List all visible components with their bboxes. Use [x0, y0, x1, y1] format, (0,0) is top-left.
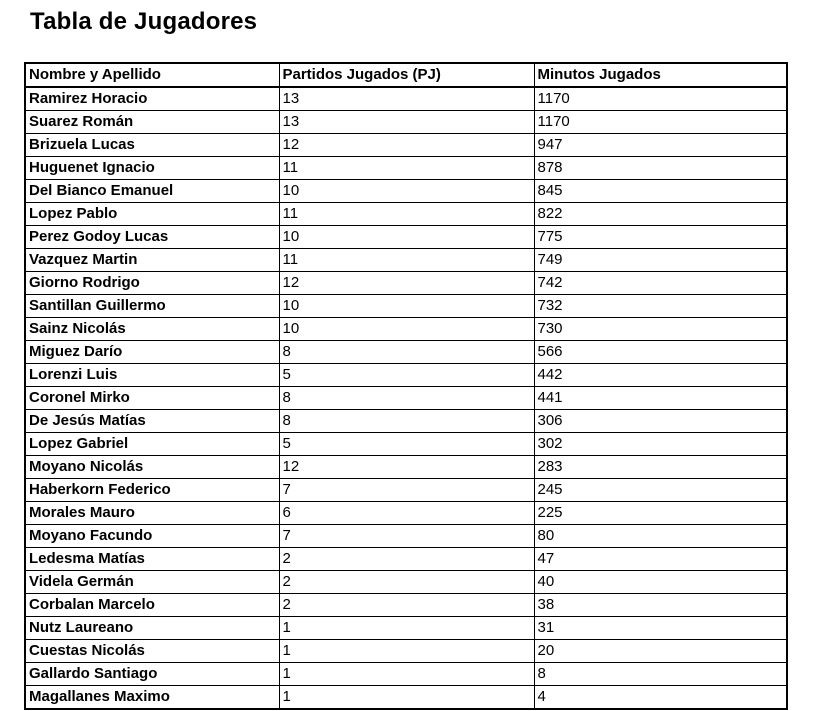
minutes-cell: 732	[534, 295, 787, 318]
player-name-cell: Giorno Rodrigo	[25, 272, 279, 295]
pj-cell: 10	[279, 295, 534, 318]
table-row	[25, 272, 787, 295]
pj-cell: 11	[279, 249, 534, 272]
table-row	[25, 548, 787, 571]
player-name-cell: Miguez Darío	[25, 341, 279, 364]
minutes-cell: 775	[534, 226, 787, 249]
minutes-cell: 845	[534, 180, 787, 203]
player-name-cell: Magallanes Maximo	[25, 686, 279, 710]
minutes-cell: 566	[534, 341, 787, 364]
minutes-cell: 31	[534, 617, 787, 640]
col-header-minutos-jugados: Minutos Jugados	[534, 63, 787, 87]
pj-cell: 2	[279, 548, 534, 571]
table-row	[25, 617, 787, 640]
table-row	[25, 341, 787, 364]
player-name-cell: Haberkorn Federico	[25, 479, 279, 502]
pj-cell: 2	[279, 571, 534, 594]
minutes-cell: 225	[534, 502, 787, 525]
pj-cell: 1	[279, 617, 534, 640]
table-row	[25, 686, 787, 710]
pj-cell: 7	[279, 479, 534, 502]
pj-cell: 10	[279, 180, 534, 203]
player-name-cell: Coronel Mirko	[25, 387, 279, 410]
pj-cell: 5	[279, 433, 534, 456]
table-row	[25, 410, 787, 433]
player-name-cell: Vazquez Martin	[25, 249, 279, 272]
pj-cell: 2	[279, 594, 534, 617]
player-name-cell: Videla Germán	[25, 571, 279, 594]
pj-cell: 12	[279, 456, 534, 479]
player-name-cell: Lorenzi Luis	[25, 364, 279, 387]
minutes-cell: 80	[534, 525, 787, 548]
pj-cell: 8	[279, 387, 534, 410]
table-row	[25, 571, 787, 594]
table-row	[25, 433, 787, 456]
pj-cell: 12	[279, 134, 534, 157]
table-row	[25, 295, 787, 318]
table-row	[25, 479, 787, 502]
table-header-row	[25, 63, 787, 87]
minutes-cell: 1170	[534, 87, 787, 111]
table-row	[25, 249, 787, 272]
minutes-cell: 4	[534, 686, 787, 710]
minutes-cell: 730	[534, 318, 787, 341]
table-row	[25, 387, 787, 410]
pj-cell: 10	[279, 318, 534, 341]
minutes-cell: 742	[534, 272, 787, 295]
table-row	[25, 87, 787, 111]
minutes-cell: 822	[534, 203, 787, 226]
pj-cell: 1	[279, 640, 534, 663]
minutes-cell: 947	[534, 134, 787, 157]
minutes-cell: 878	[534, 157, 787, 180]
minutes-cell: 441	[534, 387, 787, 410]
pj-cell: 1	[279, 663, 534, 686]
table-row	[25, 203, 787, 226]
pj-cell: 6	[279, 502, 534, 525]
player-name-cell: Del Bianco Emanuel	[25, 180, 279, 203]
player-name-cell: Brizuela Lucas	[25, 134, 279, 157]
minutes-cell: 283	[534, 456, 787, 479]
table-row	[25, 180, 787, 203]
minutes-cell: 38	[534, 594, 787, 617]
player-name-cell: Lopez Pablo	[25, 203, 279, 226]
table-row	[25, 134, 787, 157]
player-name-cell: Gallardo Santiago	[25, 663, 279, 686]
player-name-cell: Corbalan Marcelo	[25, 594, 279, 617]
col-header-nombre: Nombre y Apellido	[25, 63, 279, 87]
table-row	[25, 502, 787, 525]
minutes-cell: 442	[534, 364, 787, 387]
player-name-cell: De Jesús Matías	[25, 410, 279, 433]
table-row	[25, 318, 787, 341]
pj-cell: 13	[279, 111, 534, 134]
player-name-cell: Ledesma Matías	[25, 548, 279, 571]
table-row	[25, 663, 787, 686]
player-name-cell: Nutz Laureano	[25, 617, 279, 640]
pj-cell: 10	[279, 226, 534, 249]
pj-cell: 11	[279, 157, 534, 180]
minutes-cell: 302	[534, 433, 787, 456]
pj-cell: 5	[279, 364, 534, 387]
table-row	[25, 364, 787, 387]
pj-cell: 12	[279, 272, 534, 295]
minutes-cell: 8	[534, 663, 787, 686]
col-header-partidos-jugados: Partidos Jugados (PJ)	[279, 63, 534, 87]
player-name-cell: Huguenet Ignacio	[25, 157, 279, 180]
player-name-cell: Ramirez Horacio	[25, 87, 279, 111]
minutes-cell: 40	[534, 571, 787, 594]
minutes-cell: 1170	[534, 111, 787, 134]
page-title: Tabla de Jugadores	[30, 8, 258, 35]
player-name-cell: Sainz Nicolás	[25, 318, 279, 341]
pj-cell: 8	[279, 410, 534, 433]
minutes-cell: 20	[534, 640, 787, 663]
pj-cell: 7	[279, 525, 534, 548]
player-name-cell: Santillan Guillermo	[25, 295, 279, 318]
player-name-cell: Cuestas Nicolás	[25, 640, 279, 663]
table-body	[25, 87, 787, 709]
minutes-cell: 306	[534, 410, 787, 433]
player-name-cell: Moyano Facundo	[25, 525, 279, 548]
table-row	[25, 157, 787, 180]
table-row	[25, 640, 787, 663]
player-name-cell: Moyano Nicolás	[25, 456, 279, 479]
pj-cell: 8	[279, 341, 534, 364]
minutes-cell: 749	[534, 249, 787, 272]
minutes-cell: 245	[534, 479, 787, 502]
table-row	[25, 456, 787, 479]
table-row	[25, 226, 787, 249]
table-row	[25, 111, 787, 134]
player-name-cell: Lopez Gabriel	[25, 433, 279, 456]
pj-cell: 1	[279, 686, 534, 710]
table-row	[25, 525, 787, 548]
players-table	[24, 62, 788, 710]
minutes-cell: 47	[534, 548, 787, 571]
player-name-cell: Suarez Román	[25, 111, 279, 134]
pj-cell: 13	[279, 87, 534, 111]
player-name-cell: Perez Godoy Lucas	[25, 226, 279, 249]
player-name-cell: Morales Mauro	[25, 502, 279, 525]
table-row	[25, 594, 787, 617]
pj-cell: 11	[279, 203, 534, 226]
